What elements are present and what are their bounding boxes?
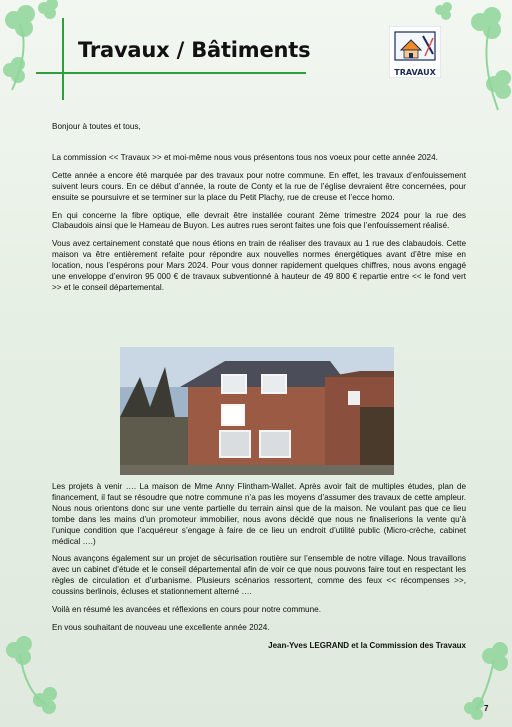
paragraph-burial-works: Cette année a encore été marquée par des travaux pour notre commune. En effet, les travaux d’enfouissement suivent leurs cours. En ce début d’année, la route de Conty et la rue de l’église devraient être concernées, pour ensuite se poursuivre et se terminer sur la place du Petit Plachy, rue de creuse et l’ecce homo.: [52, 170, 466, 202]
article-body-bottom: [52, 482, 466, 641]
article-body-top: [52, 122, 466, 301]
paragraph-house-renovation: Vous avez certainement constaté que nous étions en train de réaliser des travaux au 1 rue des clabaudois. Cette maison va être entièrement refaite pour répondre aux nouvelles normes énergétiques avant d’être mise en location, nous l’espérons pour Mars 2024. Pour vous donner rapidement quelques chiffres, nous avons engagé une enveloppe d’environ 95 000 € de travaux subventionné à hauteur de 49 800 € repartie entre << le fond vert >> et le conseil départemental.: [52, 239, 466, 292]
paragraph-future-projects: Les projets à venir …. La maison de Mme Anny Flintham-Wallet. Après avoir fait de multiples études, plan de financement, il faut se résoudre que notre commune n’a pas les moyens d’assumer des travaux de cette ampleur. Nous nous orientons donc sur une vente partielle du terrain ainsi que de la maison. Ne voulant pas que ce lieu tombe dans les mains d’un promoteur immobilier, nous avons décidé que nous ne finaliserions la vente qu’à l’unique condition que l’acquéreur s’engage à faire de ce lieu un endroit d’utilité public (Micro-crèche, cabinet médical ….): [52, 482, 466, 546]
page-title: Travaux / Bâtiments: [78, 38, 311, 62]
page-number: 7: [484, 704, 489, 713]
header-horizontal-rule: [36, 72, 306, 74]
paragraph-fiber: En qui concerne la fibre optique, elle devrait être installée courant 2ème trimestre 2024 pour la rue des Clabaudois ainsi que le Hameau de Buyon. Les autres rues seront faites une fois que l’enfouissement réalisé.: [52, 210, 466, 231]
paragraph-closing: En vous souhaitant de nouveau une excellente année 2024.: [52, 622, 270, 632]
greeting: Bonjour à toutes et tous,: [52, 122, 141, 131]
shamrock-icon: [0, 0, 90, 110]
logo-label: TRAVAUX: [394, 68, 436, 77]
header-vertical-rule: [62, 18, 64, 100]
house-photo: [120, 347, 394, 475]
signature: Jean-Yves LEGRAND et la Commission des Travaux: [268, 641, 466, 650]
paragraph-wishes: La commission << Travaux >> et moi-même nous vous présentons tous nos voeux pour cette année 2024.: [52, 152, 438, 162]
paragraph-summary: Voilà en résumé les avancées et réflexions en cours pour notre commune.: [52, 605, 321, 615]
paragraph-road-safety: Nous avançons également sur un projet de sécurisation routière sur l’ensemble de notre village. Nous travaillons avec un cabinet d’étude et le conseil départemental afin de voir ce que nous pouvons faire tout en respectant les règles de circulation et d’urbanisme. Plusieurs scénarios ressortent, comme des feux << récompenses >>, coussins berlinois, écluses et stationnement alterné ….: [52, 554, 466, 597]
